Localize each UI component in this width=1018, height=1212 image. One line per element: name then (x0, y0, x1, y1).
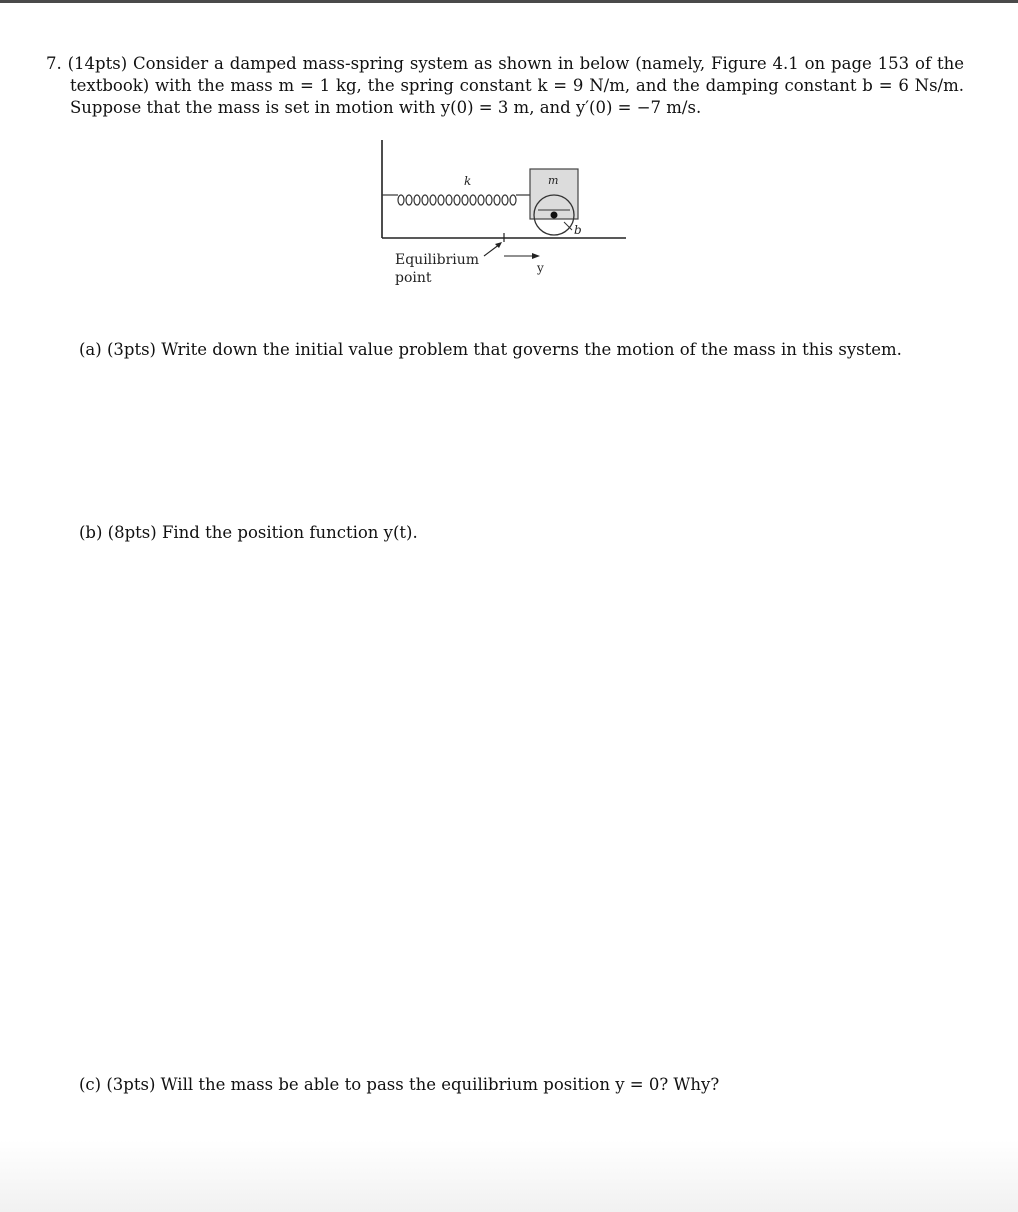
equilibrium-label-line1: Equilibrium (395, 252, 480, 268)
problem-line-2: textbook) with the mass m = 1 kg, the spring constant k = 9 N/m, and the damping constant b = 6 Ns/m. (70, 76, 964, 95)
damper-pivot (551, 212, 558, 219)
problem-line-3: Suppose that the mass is set in motion with y(0) = 3 m, and y′(0) = −7 m/s. (70, 98, 702, 117)
part-c-question: (c) (3pts) Will the mass be able to pass the equilibrium position y = 0? Why? (79, 1075, 720, 1094)
page-bottom-shadow (0, 1140, 1018, 1212)
part-b-question: (b) (8pts) Find the position function y(t). (79, 523, 418, 542)
part-a-question: (a) (3pts) Write down the initial value problem that governs the motion of the mass in this system. (79, 340, 902, 359)
damper-label: b (574, 223, 582, 237)
problem-statement (46, 53, 964, 119)
top-border (0, 0, 1018, 3)
mass-spring-figure (376, 138, 632, 294)
problem-line-1: 7. (14pts) Consider a damped mass-spring system as shown in below (namely, Figure 4.1 on page 153 of the (46, 54, 964, 73)
y-axis-label: y (537, 261, 544, 275)
equilibrium-label-line2: point (395, 270, 432, 286)
mass-label: m (548, 174, 559, 187)
spring-label: k (464, 174, 472, 188)
spring (382, 195, 530, 205)
